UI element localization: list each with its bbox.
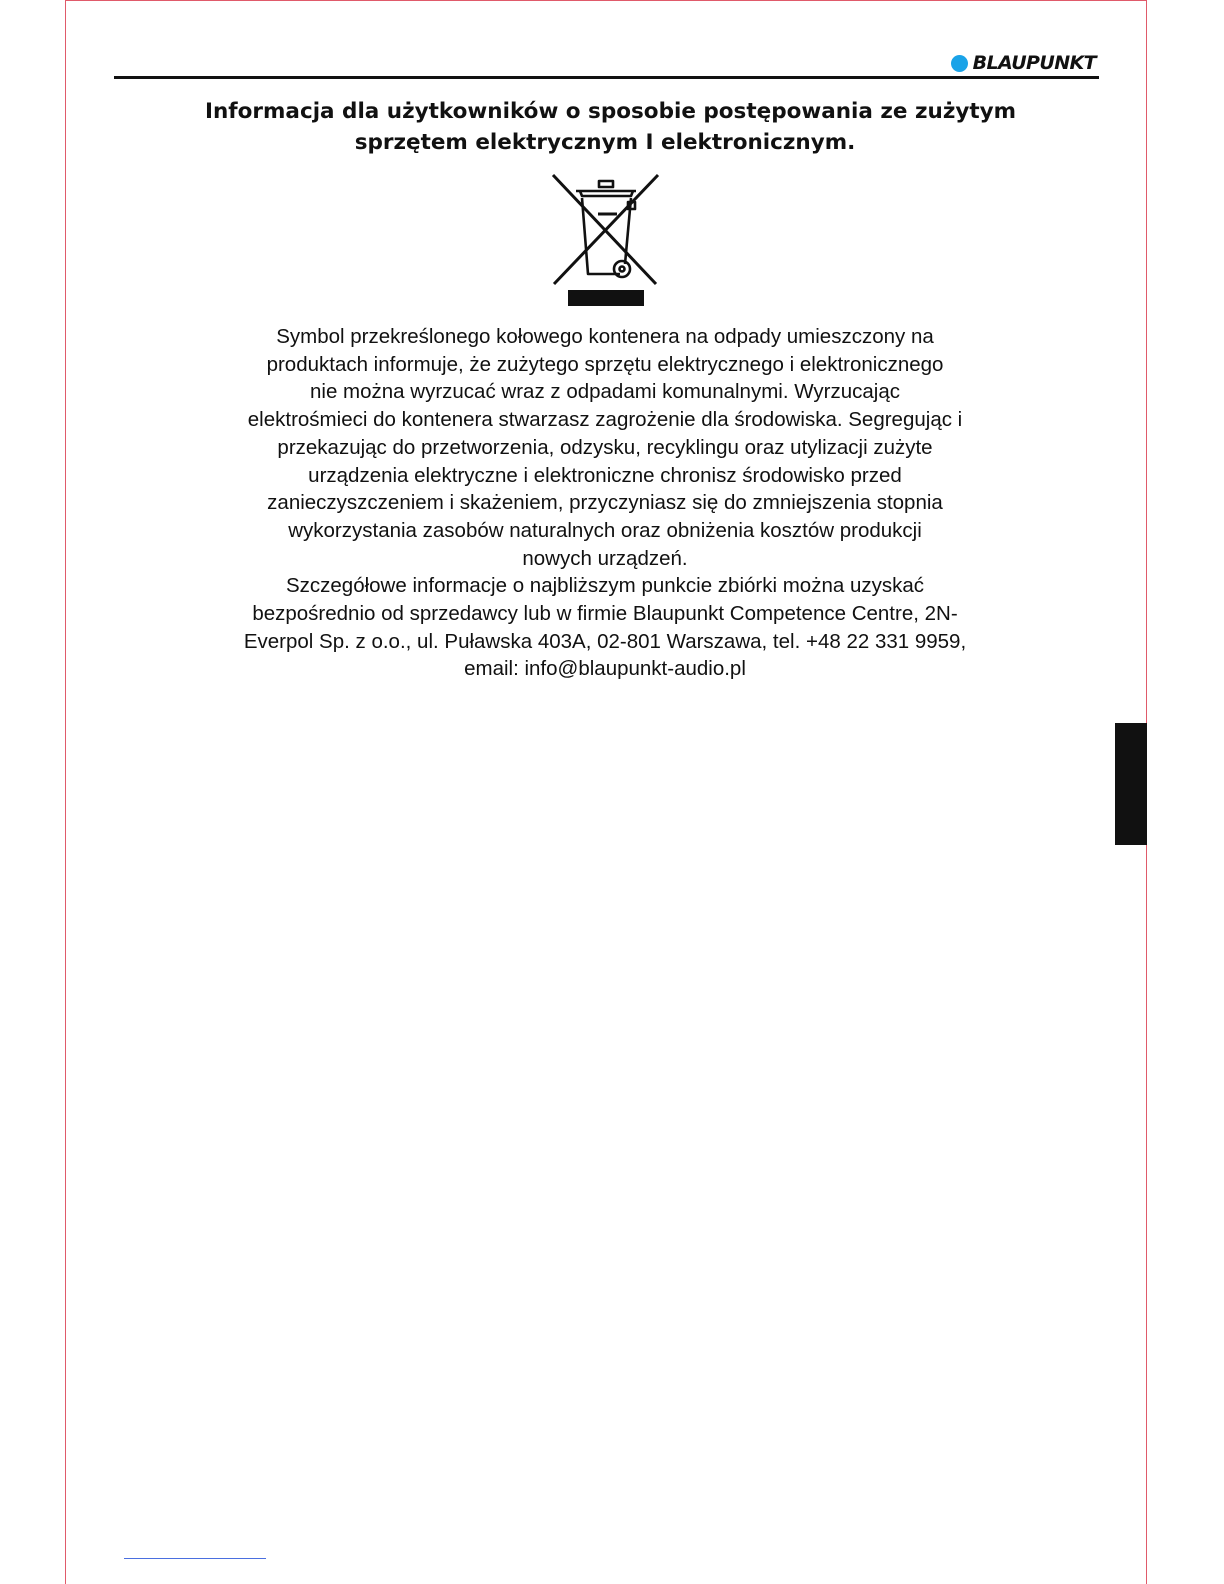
- crossed-out-wheelie-bin-icon: [550, 172, 662, 308]
- body-line: nie można wyrzucać wraz z odpadami komunalnymi. Wyrzucając: [310, 380, 900, 404]
- body-line: Szczegółowe informacje o najbliższym punkcie zbiórki można uzyskać: [285, 574, 925, 598]
- title-line-1: Informacja dla użytkowników o sposobie postępowania ze zużytym: [205, 99, 1017, 124]
- body-line: email: info@blaupunkt-audio.pl: [464, 657, 746, 681]
- footer-link-underline[interactable]: [124, 1558, 266, 1559]
- page-title: [205, 96, 1017, 158]
- header-rule: [114, 76, 1099, 79]
- body-line: urządzenia elektryczne i elektroniczne chronisz środowisko przed: [308, 463, 902, 487]
- body-line: produktach informuje, że zużytego sprzętu elektrycznego i elektronicznego: [266, 352, 944, 376]
- section-tab: [1115, 723, 1147, 845]
- body-line: przekazując do przetworzenia, odzysku, recyklingu oraz utylizacji zużyte: [277, 435, 933, 459]
- body-line: zanieczyszczeniem i skażeniem, przyczyniasz się do zmniejszenia stopnia: [267, 491, 943, 515]
- body-line: wykorzystania zasobów naturalnych oraz obniżenia kosztów produkcji: [288, 518, 922, 542]
- body-line: Symbol przekreślonego kołowego kontenera na odpady umieszczony na: [276, 325, 934, 348]
- body-line: elektrośmieci do kontenera stwarzasz zagrożenie dla środowiska. Segregując i: [247, 408, 963, 432]
- body-line: Everpol Sp. z o.o., ul. Puławska 403A, 02-801 Warszawa, tel. +48 22 331 9959,: [243, 629, 967, 653]
- body-paragraph: [180, 323, 1030, 683]
- blue-dot-icon: [951, 55, 968, 72]
- page-trim-left: [65, 0, 66, 1584]
- page-trim-top: [65, 0, 1147, 1]
- title-line-2: sprzętem elektrycznym I elektronicznym.: [354, 130, 856, 155]
- body-line: nowych urządzeń.: [522, 546, 688, 570]
- brand-logo: [951, 52, 1096, 74]
- brand-name: BLAUPUNKT: [972, 52, 1096, 74]
- weee-bar: [568, 290, 644, 306]
- body-line: bezpośrednio od sprzedawcy lub w firmie Blaupunkt Competence Centre, 2N-: [252, 602, 958, 626]
